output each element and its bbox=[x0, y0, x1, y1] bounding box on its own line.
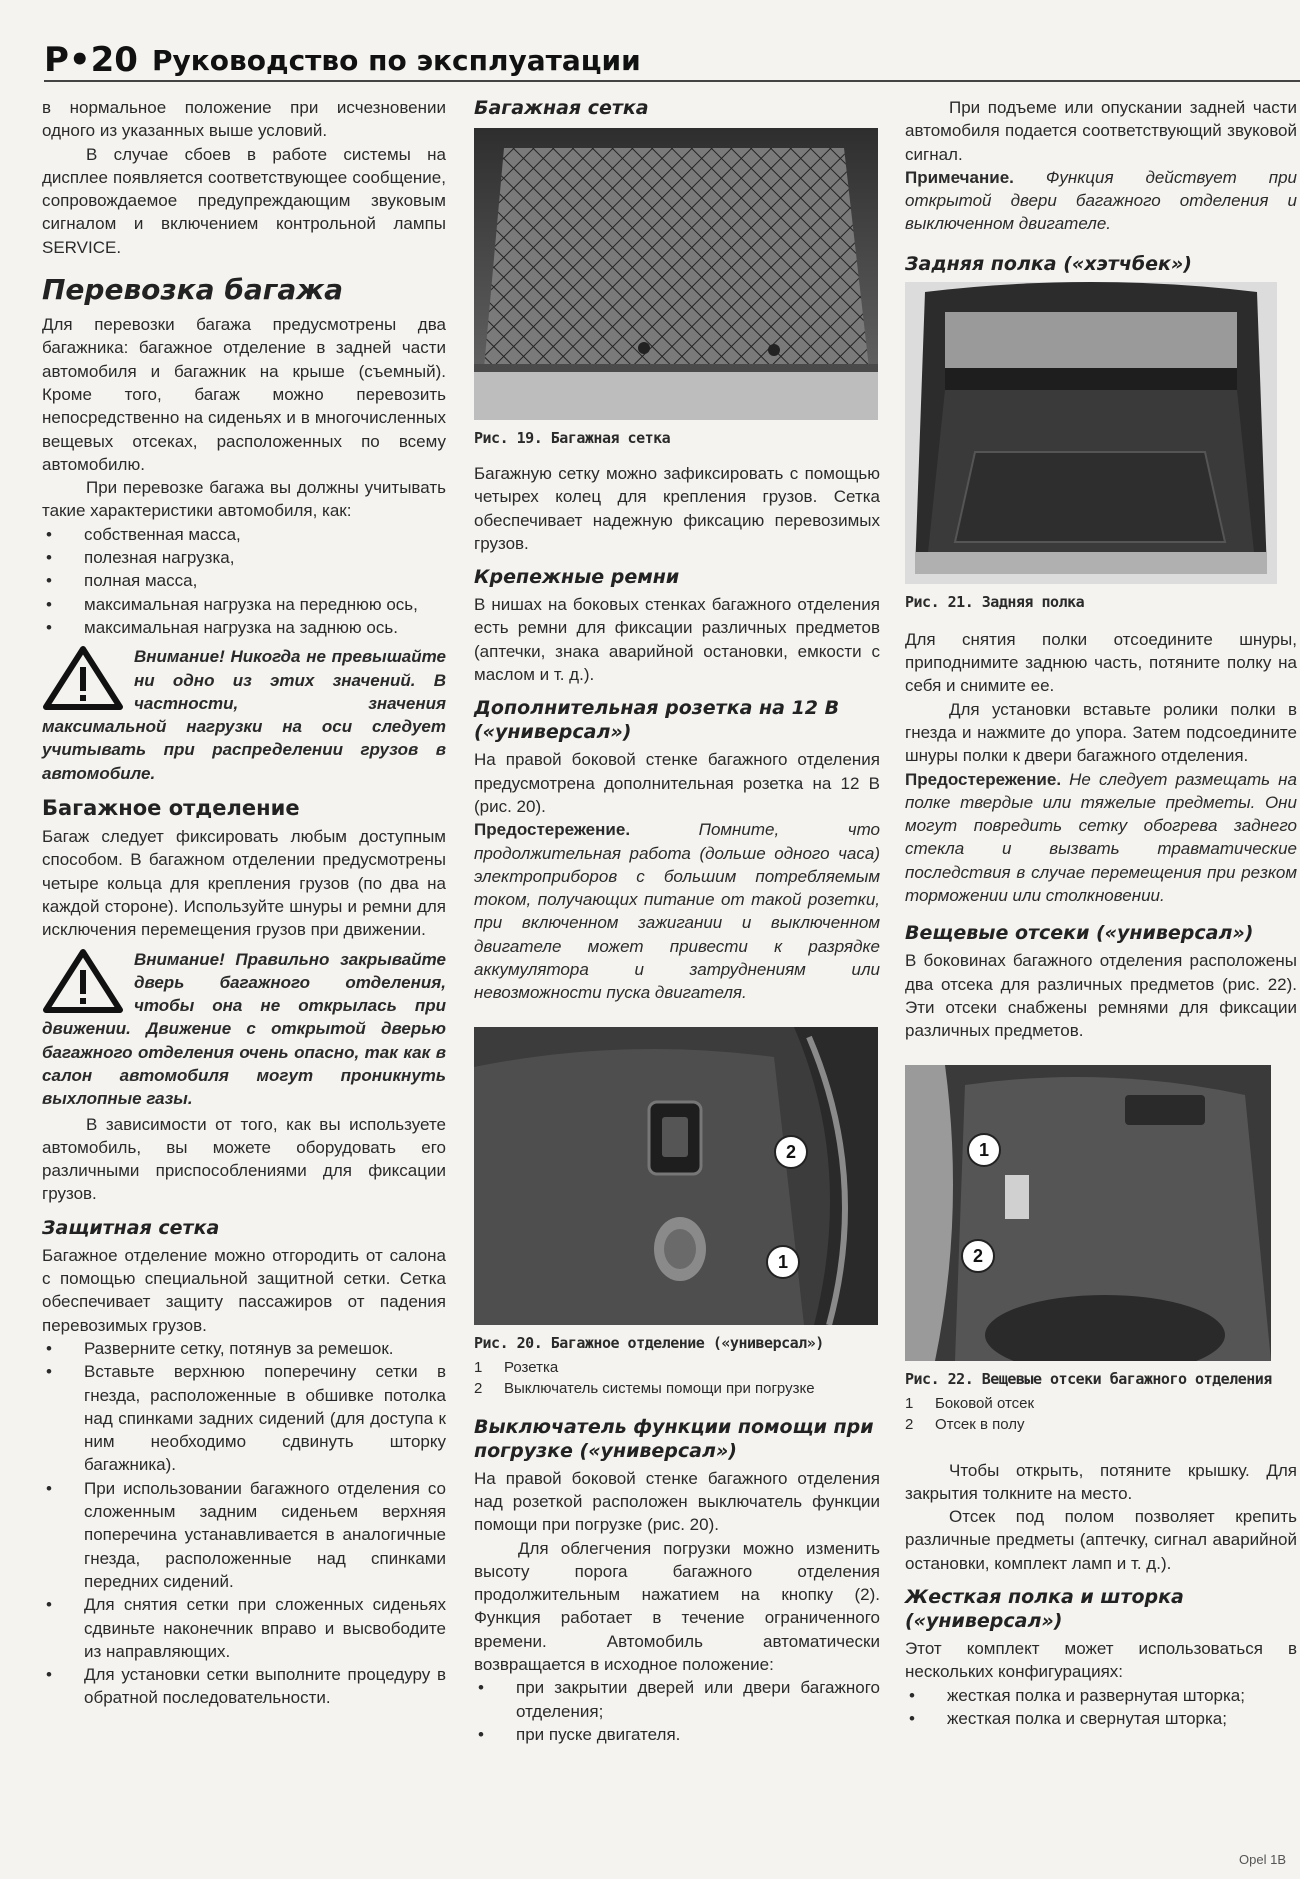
figure-19-caption: Рис. 19. Багажная сетка bbox=[474, 429, 671, 447]
note-label: Примечание. bbox=[905, 167, 1014, 187]
caution-paragraph bbox=[474, 818, 880, 1004]
figure-19-photo bbox=[474, 128, 878, 420]
section-heading-socket: Дополнительная розетка на 12 В («универсал») bbox=[474, 697, 840, 744]
warning-triangle-icon bbox=[42, 948, 124, 1014]
callout-2: 2 bbox=[961, 1239, 995, 1273]
paragraph: Отсек под полом позволяет крепить различные предметы (аптечку, сигнал аварийной остановки, комплект ламп и т. д.). bbox=[905, 1507, 1297, 1573]
callout-2: 2 bbox=[774, 1135, 808, 1169]
caution-text: Не следует размещать на полке твердые или тяжелые предметы. Они могут повредить сетку обогрева заднего стекла и вызвать травматические последствия в случае перемещения при резком торможении или столкновении. bbox=[905, 769, 1297, 906]
paragraph: Для установки вставьте ролики полки в гнезда и нажмите до упора. Затем подсоедините шнуры полки к двери багажного отделения. bbox=[905, 699, 1297, 766]
warning-block bbox=[42, 948, 446, 1111]
list-item: • жесткая полка и свернутая шторка; bbox=[905, 1707, 1297, 1730]
paragraph: На правой боковой стенке багажного отделения предусмотрена дополнительная розетка на 12 В (рис. 20). bbox=[474, 750, 880, 816]
list-item: • полезная нагрузка, bbox=[42, 546, 446, 569]
paragraph: Для облегчения погрузки можно изменить высоту порога багажного отделения продолжительным нажатием на кнопку (2). Функция работает в течение ограниченного времени. Автомобиль автоматически возвращается в исходное положение: bbox=[474, 1538, 880, 1675]
list-item: • При использовании багажного отделения со сложенным задним сиденьем верхняя поперечина устанавливается в аналогичные гнезда, расположенные над спинками передних сидений. bbox=[42, 1477, 446, 1593]
paragraph: Этот комплект может использоваться в нескольких конфигурациях: bbox=[905, 1639, 1297, 1682]
page-title: Руководство по эксплуатации bbox=[152, 44, 641, 77]
section-heading-guard-net: Защитная сетка bbox=[42, 1216, 220, 1239]
figure-22-caption: Рис. 22. Вещевые отсеки багажного отделения bbox=[905, 1369, 1272, 1388]
paragraph: Багажную сетку можно зафиксировать с помощью четырех колец для крепления грузов. Сетка обеспечивает надежную фиксацию перевозимых грузов. bbox=[474, 464, 880, 553]
caution-text: Помните, что продолжительная работа (дольше одного часа) электроприборов с большим потребляемым током, получающих питание от такой розетки, при включенном зажигании и выключенном двигателе может привести к разрядке аккумулятора и затруднениям или невозможности пуска двигателя. bbox=[474, 820, 880, 1003]
bullet-list bbox=[474, 1676, 880, 1746]
legend-item: 1 Розетка bbox=[474, 1358, 559, 1376]
list-item: • полная масса, bbox=[42, 569, 446, 592]
column-3 bbox=[905, 96, 1297, 1730]
paragraph: в нормальное положение при исчезновении одного из указанных выше условий. bbox=[42, 98, 446, 141]
section-heading-hard-shelf: Жесткая полка и шторка («универсал») bbox=[905, 1586, 1184, 1633]
legend-item: 2 Выключатель системы помощи при погрузке bbox=[474, 1379, 815, 1397]
warning-triangle-icon bbox=[42, 645, 124, 711]
list-item: • Вставьте верхнюю поперечину сетки в гнезда, расположенные в обшивке потолка над спинками задних сидений (для доступа к ним необходимо сдвинуть шторку багажника). bbox=[42, 1360, 446, 1476]
bullet-list bbox=[42, 1337, 446, 1710]
section-heading-compartments: Вещевые отсеки («универсал») bbox=[905, 922, 1254, 945]
section-heading-trunk: Багажное отделение bbox=[42, 796, 300, 821]
note-text: Функция действует при открытой двери багажного отделения и выключенном двигателе. bbox=[905, 167, 1297, 234]
legend-item: 1 Боковой отсек bbox=[905, 1394, 1035, 1412]
section-heading-rear-shelf: Задняя полка («хэтчбек») bbox=[905, 252, 1192, 275]
callout-1: 1 bbox=[967, 1133, 1001, 1167]
caution-label: Предостережение. bbox=[905, 769, 1062, 789]
section-heading-load-switch: Выключатель функции помощи при погрузке («универсал») bbox=[474, 1415, 874, 1462]
paragraph: В случае сбоев в работе системы на дисплее появляется соответствующее сообщение, сопровождаемое предупреждающим звуковым сигналом и включением контрольной лампы SERVICE. bbox=[42, 144, 446, 257]
figure-20-legend bbox=[474, 1357, 880, 1399]
warning-block bbox=[42, 645, 446, 785]
list-item: • Для снятия сетки при сложенных сиденьях сдвиньте наконечник вправо и высвободите из направляющих. bbox=[42, 1593, 446, 1663]
list-item: • собственная масса, bbox=[42, 523, 446, 546]
paragraph: На правой боковой стенке багажного отделения над розеткой расположен выключатель функции помощи при погрузке (рис. 20). bbox=[474, 1468, 880, 1535]
list-item: • Для установки сетки выполните процедуру в обратной последовательности. bbox=[42, 1663, 446, 1710]
paragraph: При перевозке багажа вы должны учитывать такие характеристики автомобиля, как: bbox=[42, 478, 446, 521]
figure-20-photo bbox=[474, 1027, 878, 1325]
paragraph: В боковинах багажного отделения расположены два отсека для различных предметов (рис. 22). Эти отсеки снабжены ремнями для фиксации различных предметов. bbox=[905, 951, 1297, 1041]
warning-text: Внимание! Правильно закрывайте дверь багажного отделения, чтобы она не открылась при движении. Движение с открытой дверью багажного отделения очень опасно, так как в салон автомобиля могут проникнуть выхлопные газы. bbox=[42, 949, 446, 1109]
list-item: • максимальная нагрузка на переднюю ось, bbox=[42, 593, 446, 616]
note-paragraph bbox=[905, 166, 1297, 236]
caution-paragraph bbox=[905, 768, 1297, 908]
section-heading-straps: Крепежные ремни bbox=[474, 566, 680, 589]
list-item: • Разверните сетку, потянув за ремешок. bbox=[42, 1337, 446, 1360]
paragraph: Чтобы открыть, потяните крышку. Для закрытия толкните на место. bbox=[905, 1460, 1297, 1503]
page-number: Р•20 bbox=[44, 40, 138, 80]
legend-item: 2 Отсек в полу bbox=[905, 1415, 1025, 1433]
page-footer: Opel 1В bbox=[1239, 1852, 1286, 1867]
column-2 bbox=[474, 96, 880, 1746]
section-heading-net: Багажная сетка bbox=[474, 97, 649, 119]
paragraph: Для снятия полки отсоедините шнуры, приподнимите заднюю часть, потяните полку на себя и снимите ее. bbox=[905, 629, 1297, 696]
list-item: • при закрытии дверей или двери багажного отделения; bbox=[474, 1676, 880, 1723]
warning-text: Внимание! Никогда не превышайте ни одно из этих значений. В частности, значения максимальной нагрузки на оси следует учитывать при распределении грузов в автомобиле. bbox=[42, 647, 446, 783]
paragraph: В нишах на боковых стенках багажного отделения есть ремни для фиксации различных предметов (аптечки, знака аварийной остановки, емкости с маслом и т. д.). bbox=[474, 595, 880, 685]
page-header bbox=[44, 38, 1300, 82]
figure-20-caption: Рис. 20. Багажное отделение («универсал») bbox=[474, 1333, 824, 1352]
bullet-list bbox=[42, 523, 446, 639]
paragraph: Багажное отделение можно отгородить от салона с помощью специальной защитной сетки. Сетка обеспечивает защиту пассажиров от падения перевозимых грузов. bbox=[42, 1245, 446, 1335]
section-heading-luggage: Перевозка багажа bbox=[42, 273, 344, 307]
header-rule bbox=[44, 80, 1300, 82]
list-item: • жесткая полка и развернутая шторка; bbox=[905, 1684, 1297, 1707]
paragraph: Для перевозки багажа предусмотрены два багажника: багажное отделение в задней части автомобиля и багажник на крыше (съемный). Кроме того, багаж можно перевозить непосредственно на сиденьях и в многочисленных вещевых отсеках, расположенных по всему автомобилю. bbox=[42, 315, 446, 474]
column-1 bbox=[42, 96, 446, 1710]
figure-22-legend bbox=[905, 1393, 1297, 1435]
list-item: • при пуске двигателя. bbox=[474, 1723, 880, 1746]
list-item: • максимальная нагрузка на заднюю ось. bbox=[42, 616, 446, 639]
caution-label: Предостережение. bbox=[474, 820, 631, 840]
figure-21-photo bbox=[905, 282, 1277, 584]
paragraph: В зависимости от того, как вы используете автомобиль, вы можете оборудовать его различными приспособлениями для фиксации грузов. bbox=[42, 1114, 446, 1204]
paragraph: При подъеме или опускании задней части автомобиля подается соответствующий звуковой сигнал. bbox=[905, 98, 1297, 164]
figure-22-photo bbox=[905, 1065, 1271, 1361]
paragraph: Багаж следует фиксировать любым доступным способом. В багажном отделении предусмотрены четыре кольца для крепления грузов (по два на каждой стороне). Используйте шнуры и ремни для исключения перемещения грузов при движении. bbox=[42, 827, 446, 940]
bullet-list bbox=[905, 1684, 1297, 1731]
callout-1: 1 bbox=[766, 1245, 800, 1279]
figure-21-caption: Рис. 21. Задняя полка bbox=[905, 592, 1085, 611]
